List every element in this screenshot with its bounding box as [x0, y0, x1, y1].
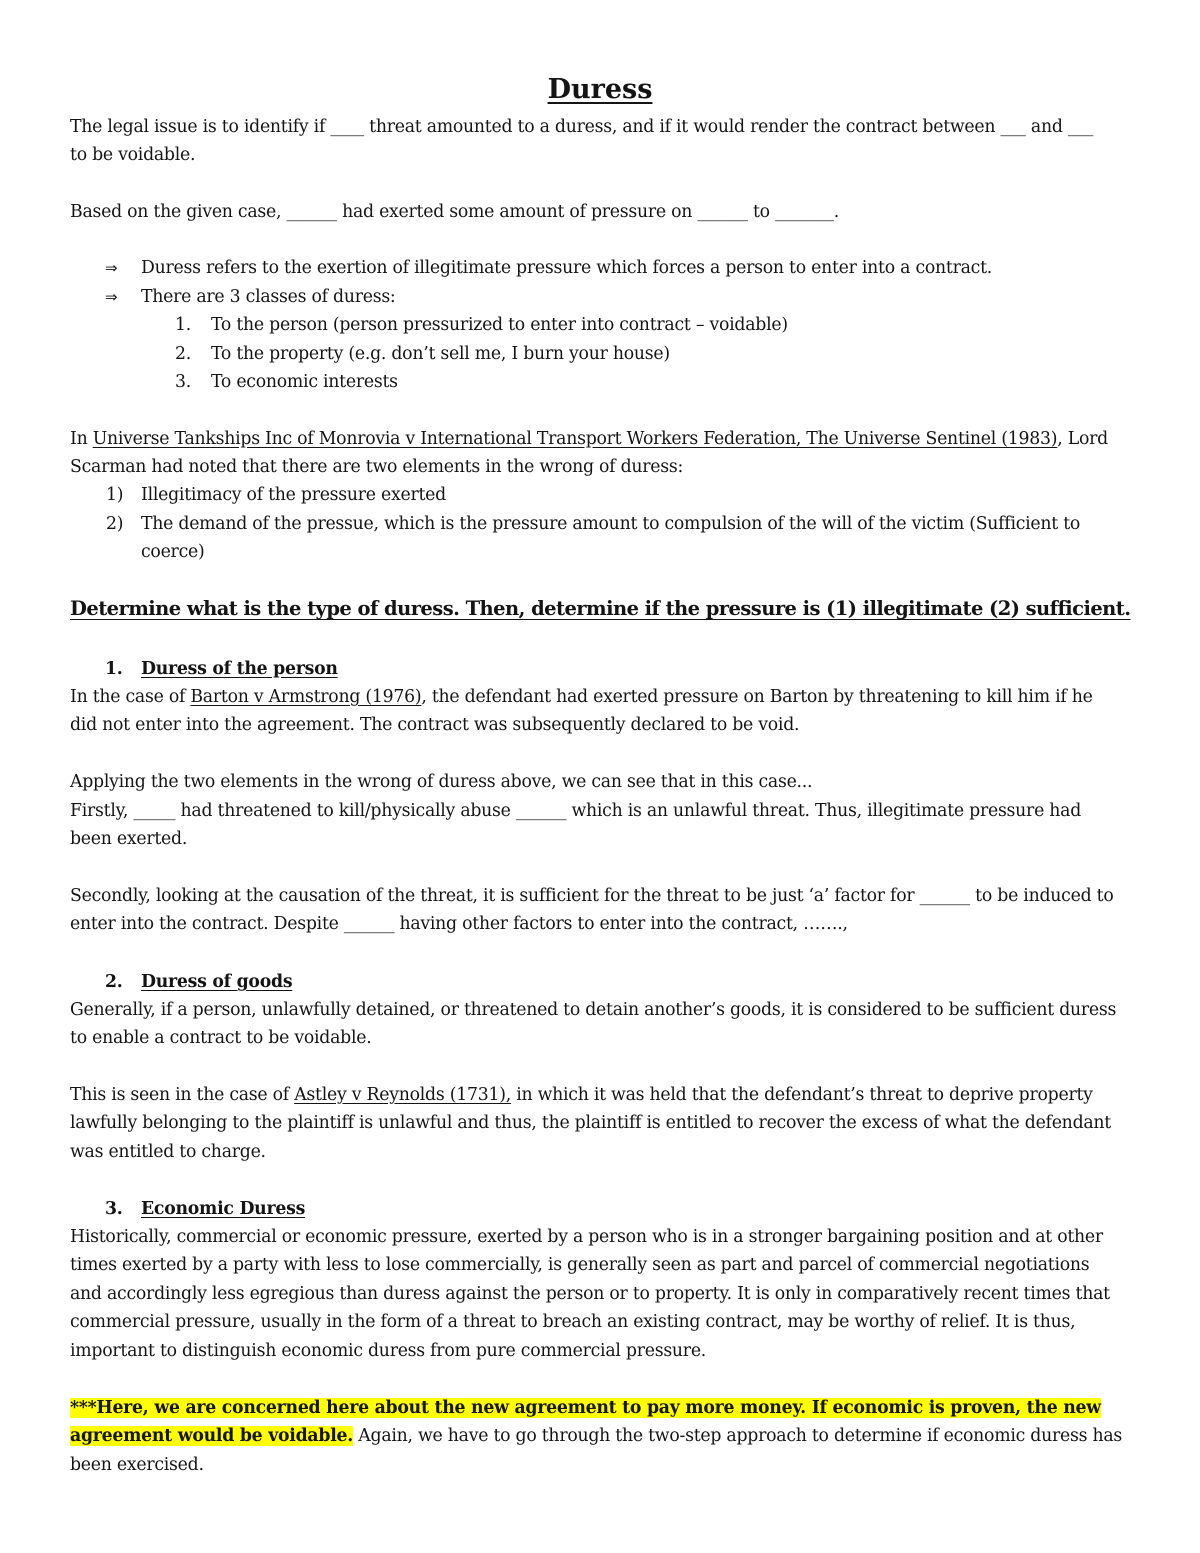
- rightwards-double-arrow-icon: ⇒: [105, 259, 118, 277]
- section3-para-line: and accordingly less egregious than duress against the person or to property. It is only in comparatively recent times that: [70, 1284, 1110, 1304]
- intro-line-3: Based on the given case, ______ had exerted some amount of pressure on ______ to _______.: [70, 202, 840, 222]
- element-item-2: The demand of the pressue, which is the pressure amount to compulsion of the will of the victim (Sufficient to: [141, 514, 1081, 534]
- case-citation-universe: Universe Tankships Inc of Monrovia v International Transport Workers Federation, The Universe Sentinel (1983): [92, 429, 1058, 449]
- section1-para1-line2: did not enter into the agreement. The contract was subsequently declared to be void.: [70, 715, 800, 735]
- rightwards-double-arrow-icon: ⇒: [105, 288, 118, 306]
- highlighted-note-line1: [70, 1394, 1101, 1422]
- arrow-item-1: Duress refers to the exertion of illegitimate pressure which forces a person to enter into a contract.: [141, 258, 993, 278]
- highlight-text: agreement would be voidable.: [70, 1426, 354, 1446]
- class-item-3: To economic interests: [211, 372, 398, 392]
- highlighted-note-line2: agreement would be voidable. Again, we have to go through the two-step approach to determine if economic duress has: [70, 1426, 1122, 1446]
- section2-para1-line2: to enable a contract to be voidable.: [70, 1028, 372, 1048]
- class-item-2: To the property (e.g. don’t sell me, I burn your house): [211, 344, 670, 364]
- highlight-text: ***Here, we are concerned here about the new agreement to pay more money. If economic is proven, the new: [70, 1398, 1101, 1418]
- class-number: 2.: [175, 344, 191, 364]
- element-number: 1): [106, 485, 124, 505]
- section1-para3-line2: enter into the contract. Despite ______ having other factors to enter into the contract, …….,: [70, 914, 848, 934]
- universe-line-2: Scarman had noted that there are two elements in the wrong of duress:: [70, 457, 684, 477]
- case-citation-barton: Barton v Armstrong (1976): [190, 687, 422, 707]
- section1-para2-line1: Applying the two elements in the wrong of duress above, we can see that in this case...: [70, 772, 813, 792]
- section2-para2-line3: was entitled to charge.: [70, 1142, 266, 1162]
- arrow-item-2: There are 3 classes of duress:: [141, 287, 396, 307]
- class-number: 3.: [175, 372, 191, 392]
- class-number: 1.: [175, 315, 191, 335]
- intro-line-1: The legal issue is to identify if ____ threat amounted to a duress, and if it would render the contract between ___ and ___: [70, 117, 1094, 137]
- section1-para1-line1: In the case of Barton v Armstrong (1976), the defendant had exerted pressure on Barton by threatening to kill him if he: [70, 687, 1093, 707]
- section-heading-person: Duress of the person: [141, 659, 338, 679]
- element-item-2-cont: coerce): [141, 542, 205, 562]
- section1-para2-line2: Firstly, _____ had threatened to kill/physically abuse ______ which is an unlawful threat. Thus, illegitimate pressure had: [70, 801, 1082, 821]
- section3-para-line: Historically, commercial or economic pressure, exerted by a person who is in a stronger bargaining position and at other: [70, 1227, 1103, 1247]
- section1-para3-line1: Secondly, looking at the causation of the threat, it is sufficient for the threat to be just ‘a’ factor for ______ to be induced to: [70, 886, 1114, 906]
- section-heading-goods: Duress of goods: [141, 972, 293, 992]
- case-citation-astley: Astley v Reynolds (1731),: [294, 1085, 511, 1105]
- section3-para-line: times exerted by a party with less to lose commercially, is generally seen as part and parcel of commercial negotiations: [70, 1255, 1090, 1275]
- section3-para-line: commercial pressure, usually in the form of a threat to breach an existing contract, may be worthy of relief. It is thus,: [70, 1312, 1076, 1332]
- section1-para2-line3: been exerted.: [70, 829, 188, 849]
- universe-case-line: In Universe Tankships Inc of Monrovia v International Transport Workers Federation, The Universe Sentinel (1983), Lord: [70, 429, 1108, 449]
- section-number: 3.: [105, 1199, 123, 1219]
- section-number: 1.: [105, 659, 123, 679]
- section3-para-line: important to distinguish economic duress from pure commercial pressure.: [70, 1341, 707, 1361]
- section2-para1-line1: Generally, if a person, unlawfully detained, or threatened to detain another’s goods, it is considered to be sufficient duress: [70, 1000, 1117, 1020]
- intro-line-2: to be voidable.: [70, 145, 196, 165]
- element-number: 2): [106, 514, 124, 534]
- section-number: 2.: [105, 972, 123, 992]
- section3-last-line: been exercised.: [70, 1455, 204, 1475]
- element-item-1: Illegitimacy of the pressure exerted: [141, 485, 446, 505]
- section2-para2-line2: lawfully belonging to the plaintiff is unlawful and thus, the plaintiff is entitled to recover the excess of what the defendant: [70, 1113, 1112, 1133]
- instruction-heading: Determine what is the type of duress. Then, determine if the pressure is (1) illegitimate (2) sufficient.: [70, 597, 1131, 620]
- section2-para2-line1: This is seen in the case of Astley v Reynolds (1731), in which it was held that the defendant’s threat to deprive property: [70, 1085, 1093, 1105]
- page-title: Duress: [547, 74, 653, 105]
- class-item-1: To the person (person pressurized to enter into contract – voidable): [211, 315, 788, 335]
- section-heading-economic: Economic Duress: [141, 1199, 306, 1219]
